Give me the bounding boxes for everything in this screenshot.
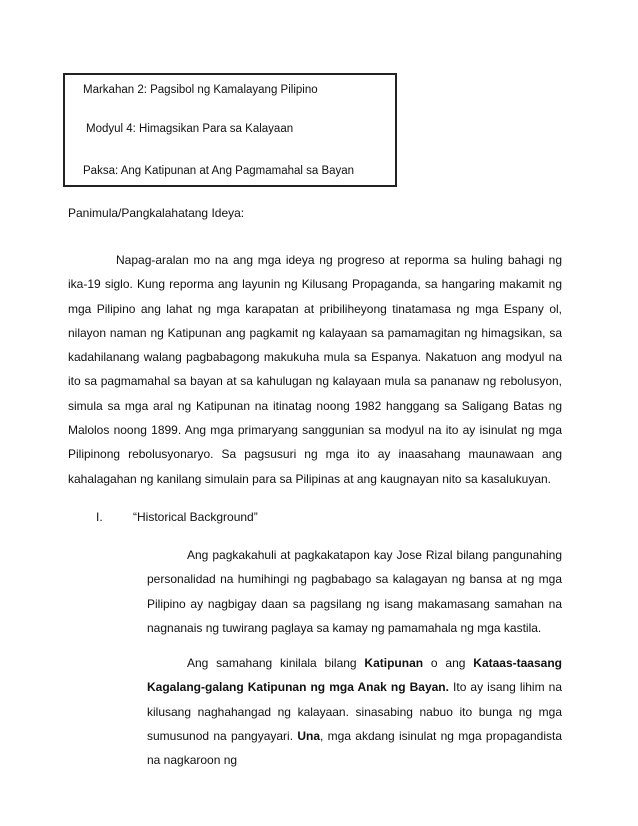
intro-paragraph: Napag-aralan mo na ang mga ideya ng progreso at reporma sa huling bahagi ng ika-19 siglo. Kung reporma ang layunin ng Kilusang Propaganda, sa hangaring makamit ng mga Pilipino ang lahat ng mga karapatan at pribiliheyong tinatamasa ng mga Espany ol, nilayon naman ng Katipunan ang pagkamit ng kalayaan sa pamamagitan ng himagsikan, sa kadahilanang walang pagbabagong makukuha mula sa Espanya. Nakatuon ang modyul na ito sa pagmamahal sa bayan at sa kahulugan ng kalayaan mula sa pananaw ng rebolusyon, simula sa mga aral ng Katipunan na itinatag noong 1982 hanggang sa Saligang Batas ng Malolos noong 1899. Ang mga primaryang sanggunian sa modyul na ito ay isinulat ng mga Pilipinong rebolusyonaryo. Sa pagsusuri ng mga ito ay inaasahang maunawaan ang kahalagahan ng kanilang simulain para sa Pilipinas at ang kaugnayan nito sa kasalukuyan.	[68, 253, 562, 486]
history-paragraph-2	[147, 651, 562, 772]
full-name-term: Kataas-taasang Kagalang-galang Katipunan ng mga Anak ng Bayan.	[147, 656, 562, 695]
katipunan-term: Katipunan	[364, 656, 424, 670]
section-number: I.	[96, 510, 103, 524]
modyul-label: Modyul 4: Himagsikan Para sa Kalayaan	[86, 123, 294, 135]
paksa-label: Paksa: Ang Katipunan at Ang Pagmamahal sa Bayan	[83, 165, 355, 177]
intro-heading: Panimula/Pangkalahatang Ideya:	[68, 206, 245, 220]
p2-text-g: , mga akdang isinulat ng mga propagandista na nagkaroon ng	[147, 728, 562, 768]
una-term: Una	[297, 728, 321, 743]
markahan-label: Markahan 2: Pagsibol ng Kamalayang Pilipino	[83, 84, 318, 96]
module-header-box	[63, 73, 397, 187]
p2-text-c: o ang	[423, 656, 474, 670]
p2-text-a: Ang samahang kinilala bilang	[187, 656, 365, 670]
section-title: “Historical Background”	[133, 510, 258, 524]
history-paragraph-1: Ang pagkakahuli at pagkakatapon kay Jose Rizal bilang pangunahing personalidad na humihingi ng pagbabago sa kalagayan ng bansa at ng mga Pilipino ay nagbigay daan sa pagsilang ng isang makamasang samahan na nagnanais ng tuwirang paglaya sa kamay ng pamamahala ng mga kastila.	[147, 548, 562, 635]
p2-text-e: Ito ay isang lihim na kilusang naghahangad ng kalayaan. sinasabing nabuo ito bunga ng mga sumusunod na pangyayari.	[147, 680, 563, 743]
